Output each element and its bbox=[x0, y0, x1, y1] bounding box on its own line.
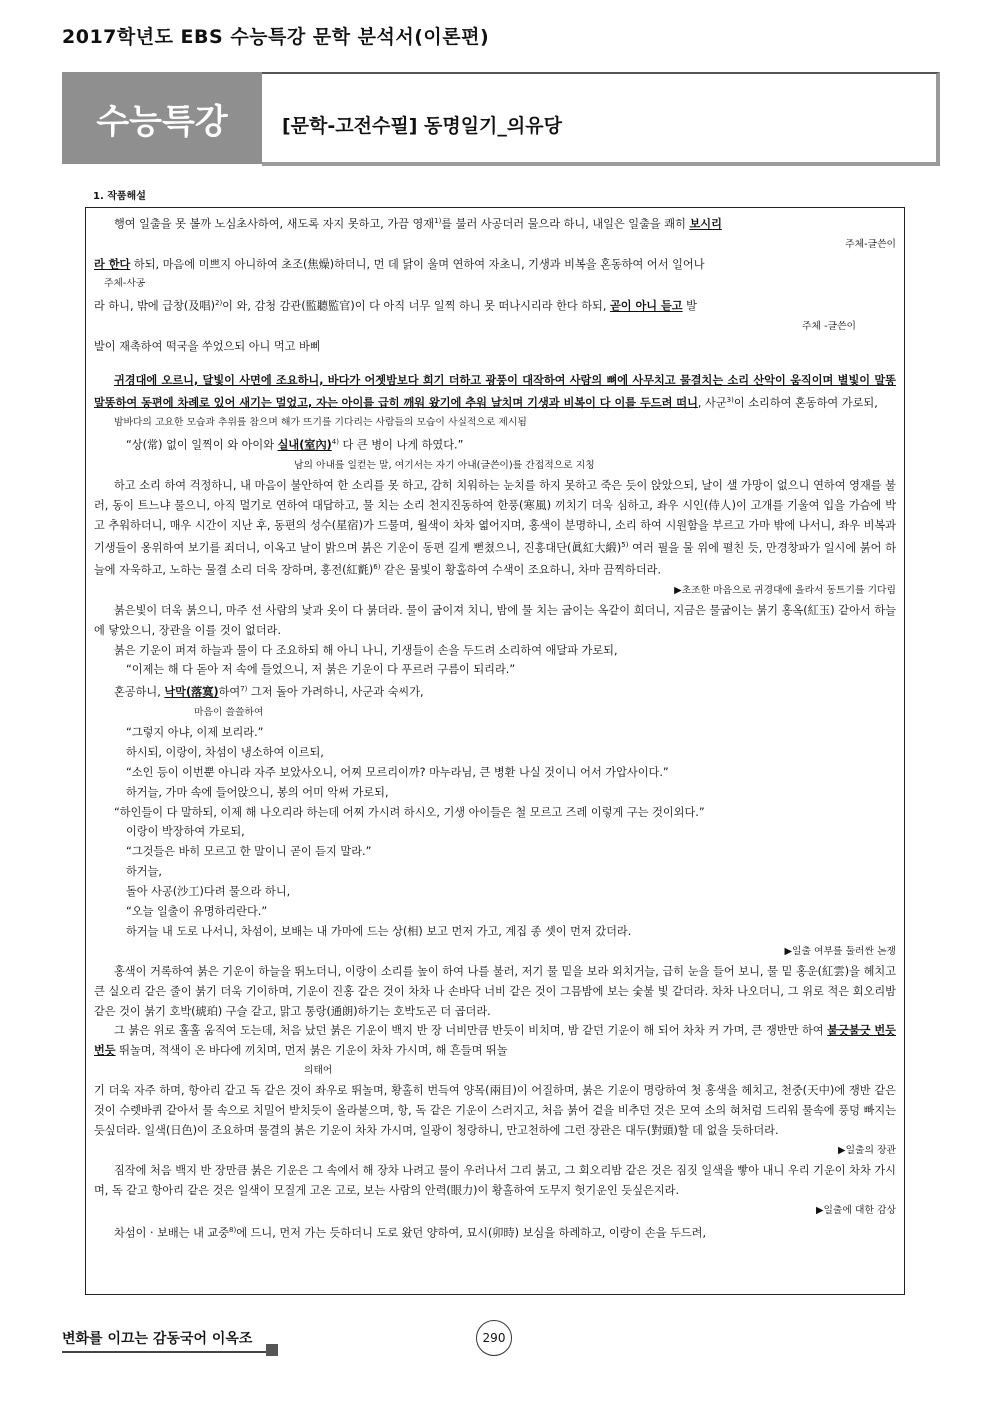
annotation: 의태어 bbox=[304, 1065, 333, 1077]
paragraph: 하거늘, bbox=[126, 865, 162, 879]
paragraph: 붉은 기운이 퍼져 하늘과 물이 다 조요하되 해 아니 나니, 기생들이 손을 두드려 소리하여 애달파 가로되, bbox=[114, 643, 618, 657]
annotation: 주체-사공 bbox=[104, 278, 146, 290]
paragraph: 이랑이 박장하여 가로되, bbox=[126, 825, 245, 839]
paragraph: 귀경대에 오르니, 달빛이 사면에 조요하니, 바다가 어젯밤보다 희기 더하고 광풍이 대작하여 사람의 뼈에 사무치고 물결치는 소리 산악이 움직이며 별빛이 말똥말똥하여 동편에 차례로 있어 새기는 멀었고, 자는 아이를 급히 깨워 왔기에 추워 날치며 기생과 비복이 다 이를 두드려 떠니, 사군$^{3)}$이 소리하여 혼동하여 가로되, bbox=[94, 373, 896, 410]
quote: “오늘 일출이 유명하리란다.” bbox=[126, 905, 268, 919]
annotation: 남의 아내를 일컫는 말, 여기서는 자기 아내(글쓴이)를 간접적으로 지칭 bbox=[294, 459, 595, 471]
paragraph: 하거늘, 가마 속에 들어앉으니, 봉의 어미 악써 가로되, bbox=[126, 785, 389, 799]
quote: “소인 등이 이번뿐 아니라 자주 보았사오니, 어찌 모르리이까? 마누라님, 큰 병환 나실 것이니 어서 가압사이다.” bbox=[126, 765, 669, 779]
paragraph: 기 더욱 자주 하며, 항아리 같고 독 같은 것이 좌우로 뛰놀며, 황홀히 번득여 양목(兩目)이 어질하며, 붉은 기운이 명랑하여 첫 홍색을 헤치고, 천중(天中)에 쟁반 같은 것이 수렛바퀴 같아서 물 속으로 치밀어 받치듯이 올라붙으며, 항, 독 같은 기운이 스러지고, 처음 붉어 겉을 비추던 것은 모여 소의 혀처럼 드리워 물속에 풍덩 빠지는 듯싶더라. 일색(日色)이 조요하며 물결의 붉은 기운이 차차 가시며, 일광이 청랑하니, 만고천하에 그런 장관은 대두(對頭)할 데 없을 듯하더라. bbox=[94, 1084, 896, 1138]
text-box bbox=[85, 207, 905, 1295]
banner-label: 수능특강 bbox=[62, 72, 262, 164]
annotation: 주체 -글쓴이 bbox=[802, 321, 856, 332]
paragraph: 하시되, 이랑이, 차섬이 냉소하여 이르되, bbox=[126, 745, 324, 759]
paragraph: 혼공하니, 낙막(落寞)하여$^{7)}$ 그저 돌아 가려하니, 사군과 숙씨가, bbox=[114, 685, 424, 700]
quote: “하인들이 다 말하되, 이제 해 나오리라 하는데 어찌 가시려 하시오, 기생 아이들은 철 모르고 즈레 이렇게 구는 것이외다.” bbox=[114, 805, 705, 819]
footer-rule bbox=[62, 1351, 270, 1353]
paragraph: 붉은빛이 더욱 붉으니, 마주 선 사람의 낯과 옷이 다 붉더라. 물이 굽이져 치니, 밤에 물 치는 굽이는 옥같이 희더니, 지금은 물굽이는 붉기 홍옥(紅玉) 같아서 하늘에 닿았으니, 장관을 이를 것이 없더라. bbox=[94, 603, 896, 637]
annotation: 주체-글쓴이 bbox=[845, 238, 896, 250]
quote: “이제는 해 다 돋아 저 속에 들었으니, 저 붉은 기운이 다 푸르러 구름이 되리라.” bbox=[126, 663, 516, 677]
annotation: 밤바다의 고요한 모습과 추위를 참으며 해가 뜨기를 기다리는 사람들의 모습이 사실적으로 제시됨 bbox=[114, 417, 527, 429]
paragraph: 돌아 사공(沙工)다려 물으라 하니, bbox=[126, 885, 291, 899]
paragraph: 하고 소리 하여 걱정하니, 내 마음이 불안하여 한 소리를 못 하고, 감히 치워하는 눈치를 하지 못하고 죽은 듯이 앉았으되, 날이 샐 가망이 없으니 연하여 영재를 불러, 동이 트느냐 물으니, 아직 멀기로 연하여 대답하고, 물 치는 소리 천지진동하여 한풍(寒風) 끼치기 더욱 심하고, 좌우 시인(侍人)이 고개를 기울여 입을 가슴에 박고 추워하더니, 매우 시간이 지난 후, 동편의 성수(星宿)가 드물며, 월색이 차차 엷어지며, 홍색이 분명하니, 소리 하여 시원함을 부르고 가마 밖에 나서니, 좌우 비복과 기생들이 옹위하여 보기를 죄더니, 이옥고 날이 밝으며 붉은 기운이 동편 길게 뻗쳤으니, 진홍대단(眞紅大緞)$^{5)}$ 여러 필을 물 위에 펼친 듯, 만경창파가 일시에 붉어 하늘에 자욱하고, 노하는 물결 소리 더욱 장하며, 홍전(紅氈)$^{6)}$ 같은 물빛이 황홀하여 수색이 조요하니, 차마 끔찍하더라. bbox=[94, 478, 896, 577]
paragraph: 짐작에 처음 백지 반 장만큼 붉은 기운은 그 속에서 해 장차 나려고 물이 우러나서 그리 붉고, 그 회오리밤 같은 것은 짐짓 일색을 빻아 내니 우리 기운이 차차 가시며, 독 같고 항아리 같은 것은 일색이 모질게 고온 고로, 보는 사람의 안력(眼力)이 황홀하여 도무지 헛기운인 듯싶은지라. bbox=[94, 1163, 896, 1197]
paragraph: 하거늘 내 도로 나서니, 차섬이, 보배는 내 가마에 드는 상(相) 보고 먼저 가고, 계집 종 셋이 먼저 갔더라. bbox=[126, 924, 632, 938]
page-number: 290 bbox=[476, 1320, 512, 1356]
paragraph: 행여 일출을 못 볼까 노심초사하여, 새도록 자지 못하고, 가끔 영재$^{1)}$를 불러 사공더러 물으라 하니, 내일은 일출을 쾌히 보시리 bbox=[114, 217, 722, 231]
summary-note: ▶일출의 장관 bbox=[838, 1144, 896, 1156]
banner-subtitle: [문학-고전수필] 동명일기_의유당 bbox=[282, 115, 562, 137]
quote: “상(常) 없이 일찍이 와 아이와 실내(室內)$^{4)}$ 다 큰 병이 나게 하였다.” bbox=[126, 438, 464, 452]
section-title: 1. 작품해설 bbox=[93, 191, 146, 202]
footer-text: 변화를 이끄는 감동국어 이옥조 bbox=[62, 1331, 253, 1347]
footer-square-icon bbox=[266, 1344, 278, 1356]
quote: “그것들은 바히 모르고 한 말이니 곧이 듣지 말라.” bbox=[126, 845, 372, 859]
paragraph: 라 하니, 밖에 급창(及唱)$^{2)}$이 와, 감청 감관(監聽監官)이 다 아직 너무 일찍 하니 못 떠나시리라 한다 하되, 곧이 아니 듣고 발 bbox=[94, 299, 697, 314]
paragraph: 라 한다 하되, 마음에 미쁘지 아니하여 초조(焦燥)하더니, 먼 데 닭이 울며 연하여 자초니, 기생과 비복을 혼동하여 어서 일어나 bbox=[94, 257, 705, 271]
quote: “그렇지 아냐, 이제 보리라.” bbox=[126, 725, 264, 739]
summary-note: ▶초조한 마음으로 귀경대에 올라서 동트기를 기다림 bbox=[674, 584, 896, 596]
annotation: 마음이 쓸쓸하여 bbox=[194, 706, 264, 718]
summary-note: ▶일출 여부를 둘러싼 논쟁 bbox=[784, 945, 896, 957]
paragraph: 홍색이 거록하여 붉은 기운이 하늘을 뛰노더니, 이랑이 소리를 높이 하여 나를 불러, 저기 물 밑을 보라 외치거늘, 급히 눈을 들어 보니, 물 밑 홍운(紅雲)을 헤치고 큰 실오리 같은 줄이 붉기 더욱 기이하며, 기운이 진홍 같은 것이 차차 나 손바닥 너비 같은 것이 그믐밤에 보는 숯불 빛 같더라. 차차 나오더니, 그 위로 적은 회오리밤 같은 것이 붉기 호박(琥珀) 구슬 같고, 맑고 통랑(通朗)하기는 호박도곤 더 곱더라. bbox=[94, 964, 896, 1018]
paragraph: 발이 재촉하여 떡국을 쑤었으되 아니 먹고 바삐 bbox=[94, 339, 321, 353]
paragraph: 그 붉은 위로 훌훌 움직여 도는데, 처음 났던 붉은 기운이 백지 반 장 너비만큼 반듯이 비치며, 밤 같던 기운이 해 되어 차차 커 가며, 큰 쟁반만 하여 불긋불긋 번듯번듯 뛰놀며, 적색이 온 바다에 끼치며, 먼저 붉은 기운이 차차 가시며, 해 흔들며 뛰놀 bbox=[94, 1024, 896, 1058]
summary-note: ▶일출에 대한 감상 bbox=[815, 1204, 896, 1216]
document-header-title: 2017학년도 EBS 수능특강 문학 분석서(이론편) bbox=[62, 26, 490, 48]
paragraph: 차섬이 · 보배는 내 교중$^{8)}$에 드니, 먼저 가는 듯하더니 도로 왔던 양하여, 묘시(卯時) 보심을 하례하고, 이랑이 손을 두드려, bbox=[114, 1225, 707, 1240]
